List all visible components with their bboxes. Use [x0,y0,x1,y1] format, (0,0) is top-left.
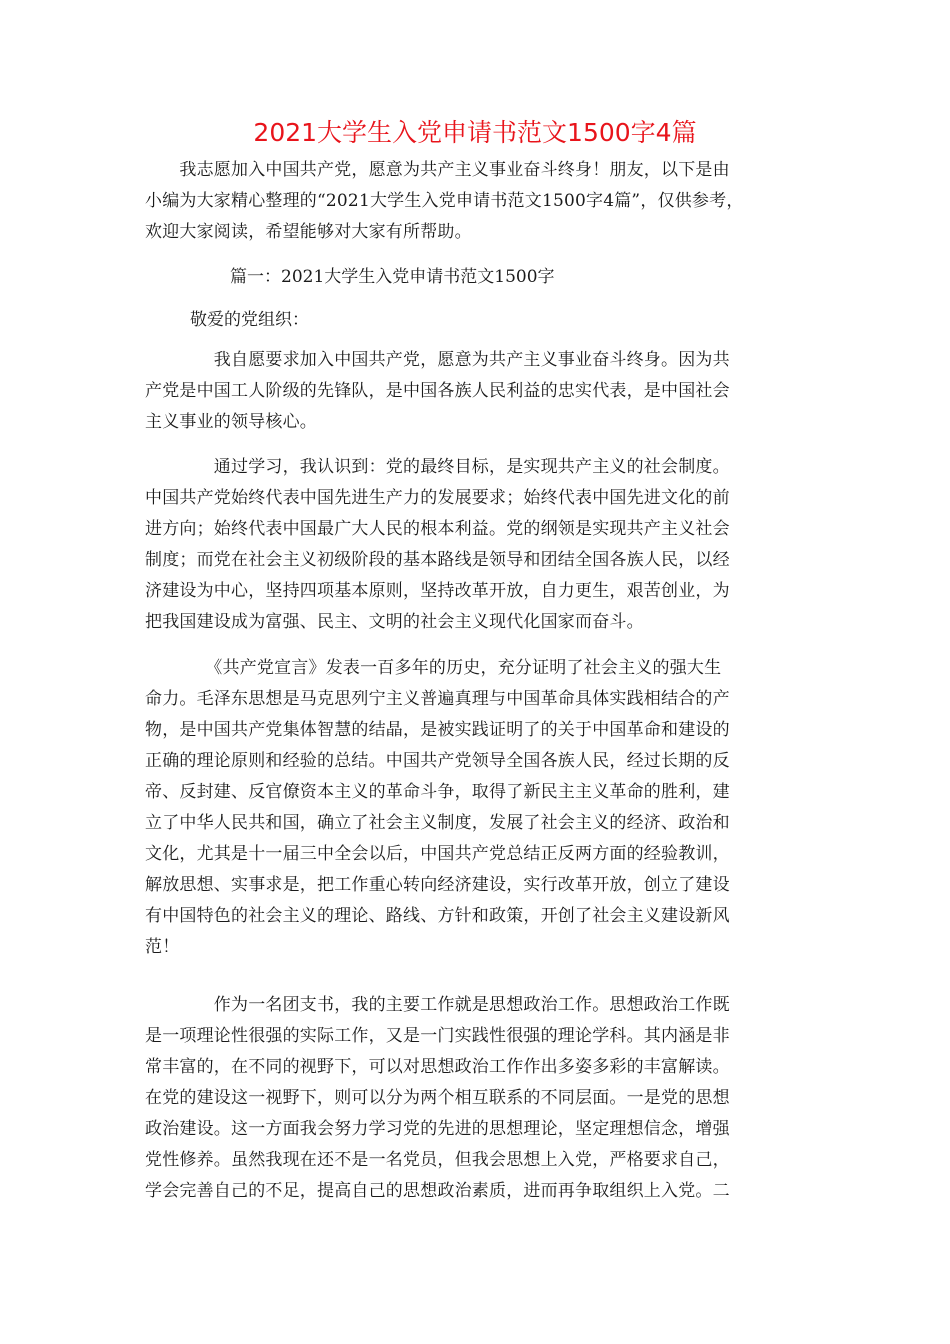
intro-line: 小编为大家精心整理的“2021大学生入党申请书范文1500字4篇”，仅供参考， [145,191,744,211]
paragraph-line: 进方向；始终代表中国最广大人民的根本利益。党的纲领是实现共产主义社会 [145,519,730,539]
intro-paragraph [145,155,815,248]
paragraph-line: 文化，尤其是十一届三中全会以后，中国共产党总结正反两方面的经验教训， [145,844,730,864]
paragraph-line: 政治建设。这一方面我会努力学习党的先进的思想理论，坚定理想信念，增强 [145,1119,730,1139]
paragraph-line: 主义事业的领导核心。 [145,412,317,432]
paragraph-line: 济建设为中心，坚持四项基本原则，坚持改革开放，自力更生，艰苦创业，为 [145,581,730,601]
paragraph-line: 帝、反封建、反官僚资本主义的革命斗争，取得了新民主主义革命的胜利，建 [145,782,730,802]
paragraph-line: 学会完善自己的不足，提高自己的思想政治素质，进而再争取组织上入党。二 [145,1181,730,1201]
section-heading: 篇一：2021大学生入党申请书范文1500字 [230,267,555,287]
body-paragraph-1 [145,345,815,438]
paragraph-line: 范！ [145,937,180,957]
salutation: 敬爱的党组织： [190,310,309,330]
paragraph-line: 产党是中国工人阶级的先锋队，是中国各族人民利益的忠实代表，是中国社会 [145,381,730,401]
document-title: 2021大学生入党申请书范文1500字4篇 [253,118,697,147]
body-paragraph-3 [145,653,815,963]
paragraph-line: 作为一名团支书，我的主要工作就是思想政治工作。思想政治工作既 [145,995,730,1015]
paragraph-line: 命力。毛泽东思想是马克思列宁主义普遍真理与中国革命具体实践相结合的产 [145,689,730,709]
paragraph-line: 把我国建设成为富强、民主、文明的社会主义现代化国家而奋斗。 [145,612,644,632]
paragraph-line: 常丰富的，在不同的视野下，可以对思想政治工作作出多姿多彩的丰富解读。 [145,1057,730,1077]
intro-line: 欢迎大家阅读，希望能够对大家有所帮助。 [145,222,472,242]
paragraph-line: 解放思想、实事求是，把工作重心转向经济建设，实行改革开放，创立了建设 [145,875,730,895]
body-paragraph-4 [145,990,815,1207]
intro-line: 我志愿加入中国共产党，愿意为共产主义事业奋斗终身！朋友，以下是由 [145,160,730,180]
body-paragraph-2 [145,452,815,638]
paragraph-line: 正确的理论原则和经验的总结。中国共产党领导全国各族人民，经过长期的反 [145,751,730,771]
paragraph-line: 我自愿要求加入中国共产党，愿意为共产主义事业奋斗终身。因为共 [145,350,730,370]
paragraph-line: 《共产党宣言》发表一百多年的历史，充分证明了社会主义的强大生 [145,658,722,678]
paragraph-line: 中国共产党始终代表中国先进生产力的发展要求；始终代表中国先进文化的前 [145,488,730,508]
paragraph-line: 有中国特色的社会主义的理论、路线、方针和政策，开创了社会主义建设新风 [145,906,730,926]
paragraph-line: 是一项理论性很强的实际工作，又是一门实践性很强的理论学科。其内涵是非 [145,1026,730,1046]
paragraph-line: 物，是中国共产党集体智慧的结晶，是被实践证明了的关于中国革命和建设的 [145,720,730,740]
paragraph-line: 制度；而党在社会主义初级阶段的基本路线是领导和团结全国各族人民，以经 [145,550,730,570]
paragraph-line: 党性修养。虽然我现在还不是一名党员，但我会思想上入党，严格要求自己， [145,1150,730,1170]
paragraph-line: 通过学习，我认识到：党的最终目标，是实现共产主义的社会制度。 [145,457,730,477]
paragraph-line: 在党的建设这一视野下，则可以分为两个相互联系的不同层面。一是党的思想 [145,1088,730,1108]
paragraph-line: 立了中华人民共和国，确立了社会主义制度，发展了社会主义的经济、政治和 [145,813,730,833]
